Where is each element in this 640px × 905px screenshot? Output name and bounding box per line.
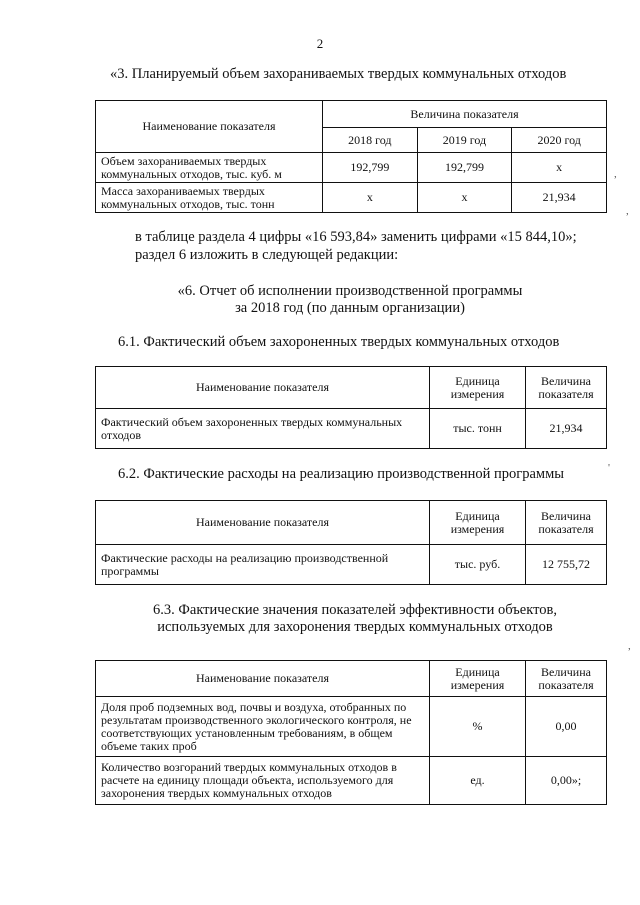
- row-name: Фактические расходы на реализацию производственной программы: [96, 545, 430, 585]
- row-unit: %: [430, 697, 526, 757]
- paragraph-amend-table4: в таблице раздела 4 цифры «16 593,84» заменить цифрами «15 844,10»;: [135, 229, 577, 245]
- col-header-unit: Единица измерения: [430, 661, 526, 697]
- subsection62-title: 6.2. Фактические расходы на реализацию производственной программы: [118, 466, 565, 482]
- table-actual-expenses: [95, 500, 607, 585]
- row-unit: тыс. тонн: [430, 409, 526, 449]
- row-value: 12 755,72: [526, 545, 607, 585]
- col-header-value: Величина показателя: [526, 661, 607, 697]
- cell-value: 192,799: [323, 153, 418, 183]
- group-header-value: Величина показателя: [323, 101, 607, 128]
- section6-title-line2: за 2018 год (по данным организации): [235, 300, 465, 316]
- row-value: 0,00»;: [526, 757, 607, 805]
- row-name: Объем захораниваемых твердых коммунальных отходов, тыс. куб. м: [96, 153, 323, 183]
- subsection63-title-line2: используемых для захоронения твердых коммунальных отходов: [157, 619, 553, 635]
- col-header-name: Наименование показателя: [96, 367, 430, 409]
- col-header-value: Величина показателя: [526, 367, 607, 409]
- cell-value: 21,934: [512, 183, 607, 213]
- paragraph-section6-intro: раздел 6 изложить в следующей редакции:: [135, 247, 399, 263]
- cell-value: х: [323, 183, 418, 213]
- table-actual-volume: [95, 366, 607, 449]
- row-name: Количество возгораний твердых коммунальных отходов в расчете на единицу площади объекта, используемого для захоронения твердых коммунальных отходов: [96, 757, 430, 805]
- table-efficiency-indicators: [95, 660, 607, 805]
- cell-value: х: [417, 183, 512, 213]
- row-name: Масса захораниваемых твердых коммунальных отходов, тыс. тонн: [96, 183, 323, 213]
- scan-mark: ,: [628, 640, 631, 652]
- section6-title-line1: «6. Отчет об исполнении производственной программы: [177, 283, 523, 299]
- table-row: [96, 183, 607, 213]
- year-header-2018: 2018 год: [323, 128, 418, 153]
- subsection63-title-line1: 6.3. Фактические значения показателей эффективности объектов,: [153, 602, 557, 618]
- col-header-value: Величина показателя: [526, 501, 607, 545]
- col-header-name: Наименование показателя: [96, 501, 430, 545]
- table-row: [96, 697, 607, 757]
- col-header-name: Наименование показателя: [96, 661, 430, 697]
- year-header-2019: 2019 год: [417, 128, 512, 153]
- row-value: 21,934: [526, 409, 607, 449]
- cell-value: 192,799: [417, 153, 512, 183]
- table-row: [96, 545, 607, 585]
- section3-title: «3. Планируемый объем захораниваемых твердых коммунальных отходов: [110, 66, 567, 82]
- cell-value: х: [512, 153, 607, 183]
- scan-mark: ': [608, 462, 610, 474]
- year-header-2020: 2020 год: [512, 128, 607, 153]
- page-number: 2: [316, 36, 324, 51]
- scan-mark: ,: [614, 168, 617, 180]
- scan-mark: ,: [626, 205, 629, 217]
- row-value: 0,00: [526, 697, 607, 757]
- row-unit: тыс. руб.: [430, 545, 526, 585]
- table-row: [96, 757, 607, 805]
- col-header-unit: Единица измерения: [430, 367, 526, 409]
- row-name: Фактический объем захороненных твердых коммунальных отходов: [96, 409, 430, 449]
- row-name: Доля проб подземных вод, почвы и воздуха, отобранных по результатам производственного экологического контроля, не соответствующих установленным требованиям, в общем объеме таких проб: [96, 697, 430, 757]
- table-planned-volume: [95, 100, 607, 213]
- table-row: [96, 153, 607, 183]
- col-header-unit: Единица измерения: [430, 501, 526, 545]
- row-unit: ед.: [430, 757, 526, 805]
- subsection61-title: 6.1. Фактический объем захороненных твердых коммунальных отходов: [118, 334, 560, 350]
- table-row: [96, 409, 607, 449]
- col-header-name: Наименование показателя: [96, 101, 323, 153]
